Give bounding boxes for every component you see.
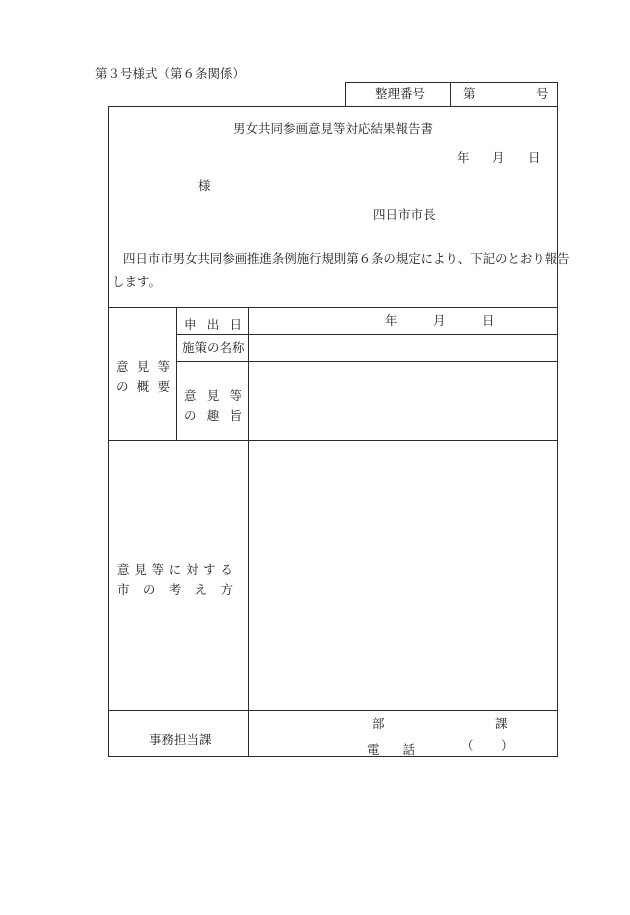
issuer-name: 四日市市長 — [373, 207, 436, 222]
office-label: 事務担当課 — [149, 732, 212, 747]
shushi-label-line-1: 意 見 等 — [184, 388, 242, 403]
report-title: 男女共同参画意見等対応結果報告書 — [233, 121, 434, 136]
addressee-sama: 様 — [198, 178, 211, 193]
report-form — [108, 106, 570, 757]
moshide-tsuki: 月 — [433, 313, 446, 328]
office-bu: 部 — [372, 716, 385, 731]
office-paren-open: （ — [461, 738, 474, 753]
overview-label-line-2: の 概 要 — [116, 379, 170, 394]
shisaku-meisho-label: 施策の名称 — [182, 340, 245, 355]
shushi-label-line-2: の 趣 旨 — [184, 408, 242, 423]
seiri-bango-label: 整理番号 — [375, 86, 426, 101]
office-ka: 課 — [495, 716, 508, 731]
date-hi: 日 — [528, 150, 541, 165]
date-tsuki: 月 — [492, 150, 505, 165]
response-label-line-2: 市 の 考 え 方 — [117, 582, 233, 597]
office-denwa: 電 話 — [367, 742, 415, 757]
response-label-line-1: 意 見 等 に 対 す る — [117, 562, 233, 577]
body-text-line-1: 四日市市男女共同参画推進条例施行規則第６条の規定により、下記のとおり報告 — [123, 251, 570, 266]
moshide-bi-label: 申 出 日 — [184, 317, 242, 332]
body-text-line-2: します。 — [112, 274, 162, 289]
moshide-nen: 年 — [385, 313, 398, 328]
seiri-dai: 第 — [463, 86, 476, 101]
seiri-go: 号 — [536, 86, 549, 101]
date-nen: 年 — [457, 150, 470, 165]
seiri-bango-box — [345, 82, 558, 106]
form-number: 第３号様式（第６条関係） — [95, 66, 246, 81]
office-paren-close: ） — [501, 738, 514, 753]
overview-label-line-1: 意 見 等 — [116, 359, 170, 374]
moshide-hi: 日 — [482, 313, 495, 328]
